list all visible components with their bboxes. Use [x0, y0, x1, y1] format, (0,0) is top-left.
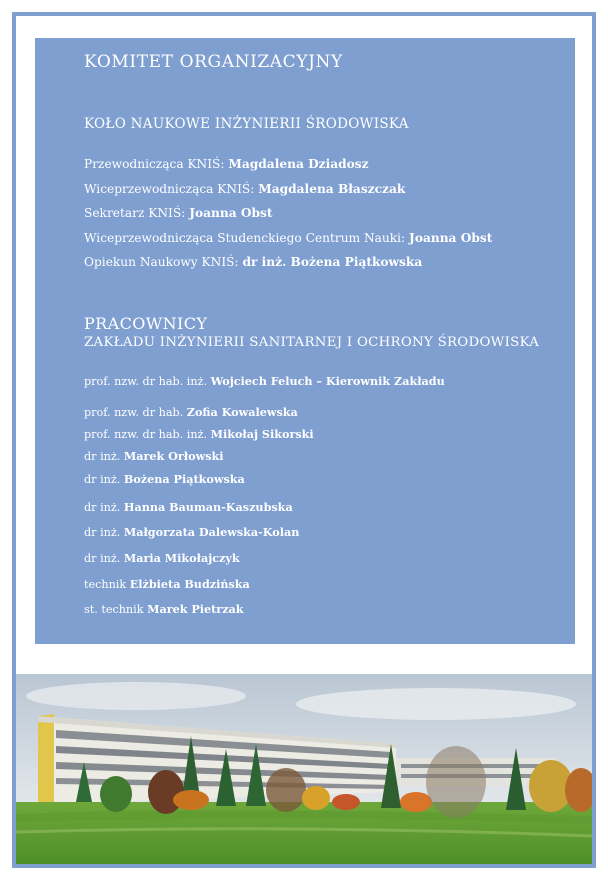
staff-name: Marek Orłowski	[123, 449, 224, 463]
staff-name: Hanna Bauman-Kaszubska	[123, 500, 293, 514]
staff-title-prefix: dr inż.	[84, 501, 121, 514]
staff-title-prefix: technik	[84, 578, 127, 591]
staff-title-prefix: dr inż.	[84, 526, 121, 539]
staff-name: Marek Pietrzak	[147, 602, 244, 616]
list-item	[84, 152, 492, 177]
campus-building-photo	[16, 674, 592, 864]
list-item	[84, 405, 298, 420]
list-item	[84, 500, 293, 515]
staff-title-prefix: prof. nzw. dr hab.	[84, 406, 184, 419]
member-name: Joanna Obst	[189, 206, 273, 220]
staff-name: Wojciech Feluch – Kierownik Zakładu	[210, 374, 445, 388]
staff-title-prefix: prof. nzw. dr hab. inż.	[84, 375, 208, 388]
staff-name: Elżbieta Budzińska	[129, 577, 250, 591]
member-name: Magdalena Dziadosz	[228, 157, 369, 171]
list-item	[84, 427, 314, 442]
member-role: Opiekun Naukowy KNIŚ:	[84, 255, 239, 269]
list-item	[84, 551, 240, 566]
member-role: Sekretarz KNIŚ:	[84, 206, 186, 220]
staff-title-prefix: dr inż.	[84, 450, 121, 463]
list-item	[84, 577, 250, 592]
list-item	[84, 472, 245, 487]
staff-title-prefix: dr inż.	[84, 552, 121, 565]
staff-name: Maria Mikołajczyk	[123, 551, 240, 565]
staff-name: Zofia Kowalewska	[186, 405, 298, 419]
member-name: dr inż. Bożena Piątkowska	[242, 255, 423, 269]
club-heading: KOŁO NAUKOWE INŻYNIERII ŚRODOWISKA	[84, 116, 409, 132]
list-item	[84, 250, 492, 275]
staff-title: PRACOWNICY	[84, 314, 208, 333]
member-name: Joanna Obst	[409, 230, 493, 245]
staff-name: Mikołaj Sikorski	[210, 427, 314, 441]
member-role: Wiceprzewodnicząca KNIŚ:	[84, 181, 255, 196]
list-item	[84, 374, 445, 389]
club-members-list	[84, 152, 492, 275]
list-item	[84, 449, 224, 464]
list-item	[84, 525, 299, 540]
member-name: Magdalena Błaszczak	[258, 181, 406, 196]
staff-name: Małgorzata Dalewska-Kolan	[123, 525, 300, 539]
department-title: ZAKŁADU INŻYNIERII SANITARNEJ I OCHRONY ŚRODOWISKA	[84, 335, 540, 350]
list-item	[84, 226, 492, 251]
member-role: Wiceprzewodnicząca Studenckiego Centrum Nauki:	[84, 230, 406, 245]
staff-title-prefix: prof. nzw. dr hab. inż.	[84, 428, 208, 441]
staff-title-prefix: st. technik	[84, 603, 144, 616]
committee-title: KOMITET ORGANIZACYJNY	[84, 52, 343, 72]
staff-title-prefix: dr inż.	[84, 473, 121, 486]
member-role: Przewodnicząca KNIŚ:	[84, 157, 225, 171]
list-item	[84, 177, 492, 202]
committee-panel	[35, 38, 575, 644]
list-item	[84, 201, 492, 226]
staff-name: Bożena Piątkowska	[123, 472, 245, 486]
list-item	[84, 602, 244, 617]
